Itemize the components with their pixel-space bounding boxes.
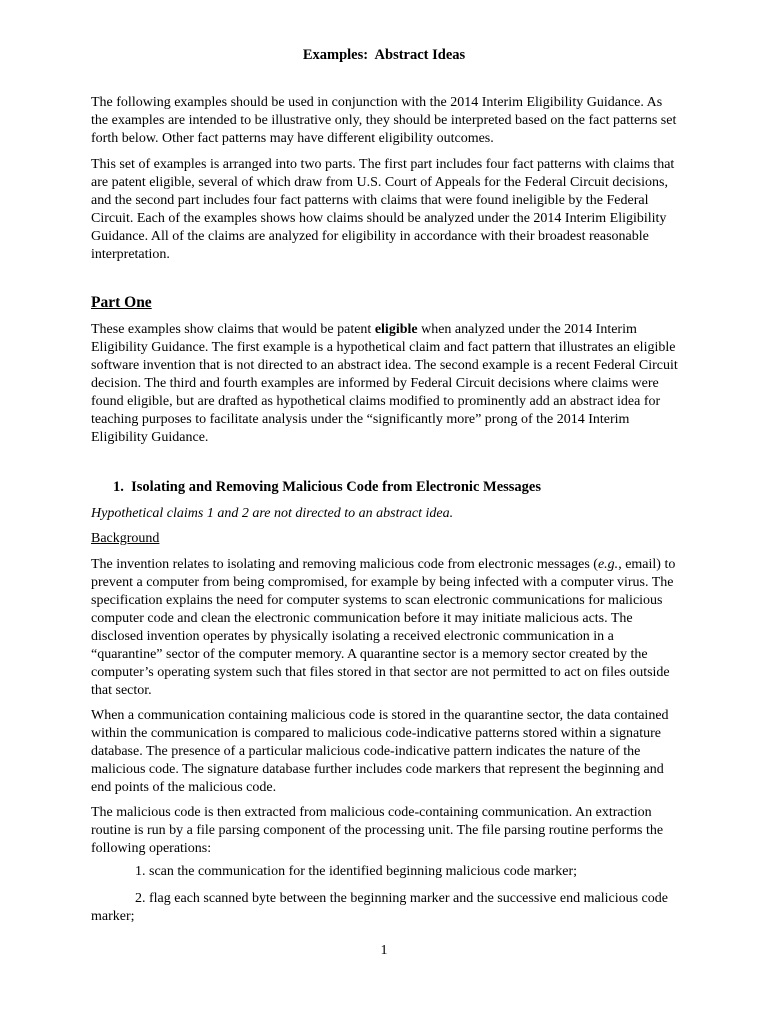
eligible-emphasis: eligible [374,322,418,337]
eg-abbreviation: e.g. [597,557,619,572]
section-heading [113,479,541,496]
background-paragraph-2: When a communication containing malicious code is stored in the quarantine sector, the data contained within the communication is compared to malicious code-indicative patterns stored within a signature database. The presence of a particular malicious code-indicative pattern indicates the nature of the malicious code. The signature database further includes code markers that represent the beginning and end points of the malicious code. [91,708,669,795]
bg-text-start: The invention relates to isolating and removing malicious code from electronic messages ( [91,557,598,572]
bg-text-end: , email) to prevent a computer from being compromised, for example by being infected with a computer virus. The specification explains the need for computer systems to scan electronic communications for malicious computer code and clean the electronic communication before it may initiate malicious acts. The disclosed invention operates by physically isolating a received electronic communication in a “quarantine” sector of the computer memory. A quarantine sector is a memory sector created by the computer’s operating system such that files stored in that sector are not permitted to act on files outside that sector. [91,557,676,698]
list-item: 1. scan the communication for the identified beginning malicious code marker; [135,864,578,879]
background-paragraph-1 [91,556,681,700]
part-one-text-end: when analyzed under the 2014 Interim Eligibility Guidance. The first example is a hypothetical claim and fact pattern that illustrates an eligible software invention that is not directed to an abstract idea. The second example is a recent Federal Circuit decision. The third and fourth examples are informed by Federal Circuit decisions where claims were found eligible, but are drafted as hypothetical claims modified to prominently add an abstract idea for teaching purposes to facilitate analysis under the “significantly more” prong of the 2014 Interim Eligibility Guidance. [91,322,678,445]
intro-paragraph-1: The following examples should be used in conjunction with the 2014 Interim Eligibility Guidance. As the examples are intended to be illustrative only, they should be interpreted based on the fact patterns set forth below. Other fact patterns may have different eligibility outcomes. [91,95,677,146]
section-title: Isolating and Removing Malicious Code from Electronic Messages [131,479,541,495]
section-number: 1. [113,479,124,495]
part-one-paragraph [91,321,681,447]
page-number: 1 [380,943,388,958]
list-item: 2. flag each scanned byte between the beginning marker and the successive end malicious code marker; [91,891,668,924]
background-label: Background [91,531,160,546]
intro-paragraph-2: This set of examples is arranged into two parts. The first part includes four fact patterns with claims that are patent eligible, several of which draw from U.S. Court of Appeals for the Federal Circuit decisions, and the second part includes four fact patterns with claims that were found ineligible by the Federal Circuit. Each of the examples shows how claims should be analyzed under the 2014 Interim Eligibility Guidance. All of the claims are analyzed for eligibility in accordance with their broadest reasonable interpretation. [91,157,675,262]
part-one-heading: Part One [91,294,152,311]
section-subtitle: Hypothetical claims 1 and 2 are not directed to an abstract idea. [91,506,454,521]
part-one-text-start: These examples show claims that would be patent [91,322,375,337]
page-title: Examples: Abstract Ideas [302,47,466,63]
background-paragraph-3: The malicious code is then extracted from malicious code-containing communication. An extraction routine is run by a file parsing component of the processing unit. The file parsing routine performs the following operations: [91,805,664,856]
